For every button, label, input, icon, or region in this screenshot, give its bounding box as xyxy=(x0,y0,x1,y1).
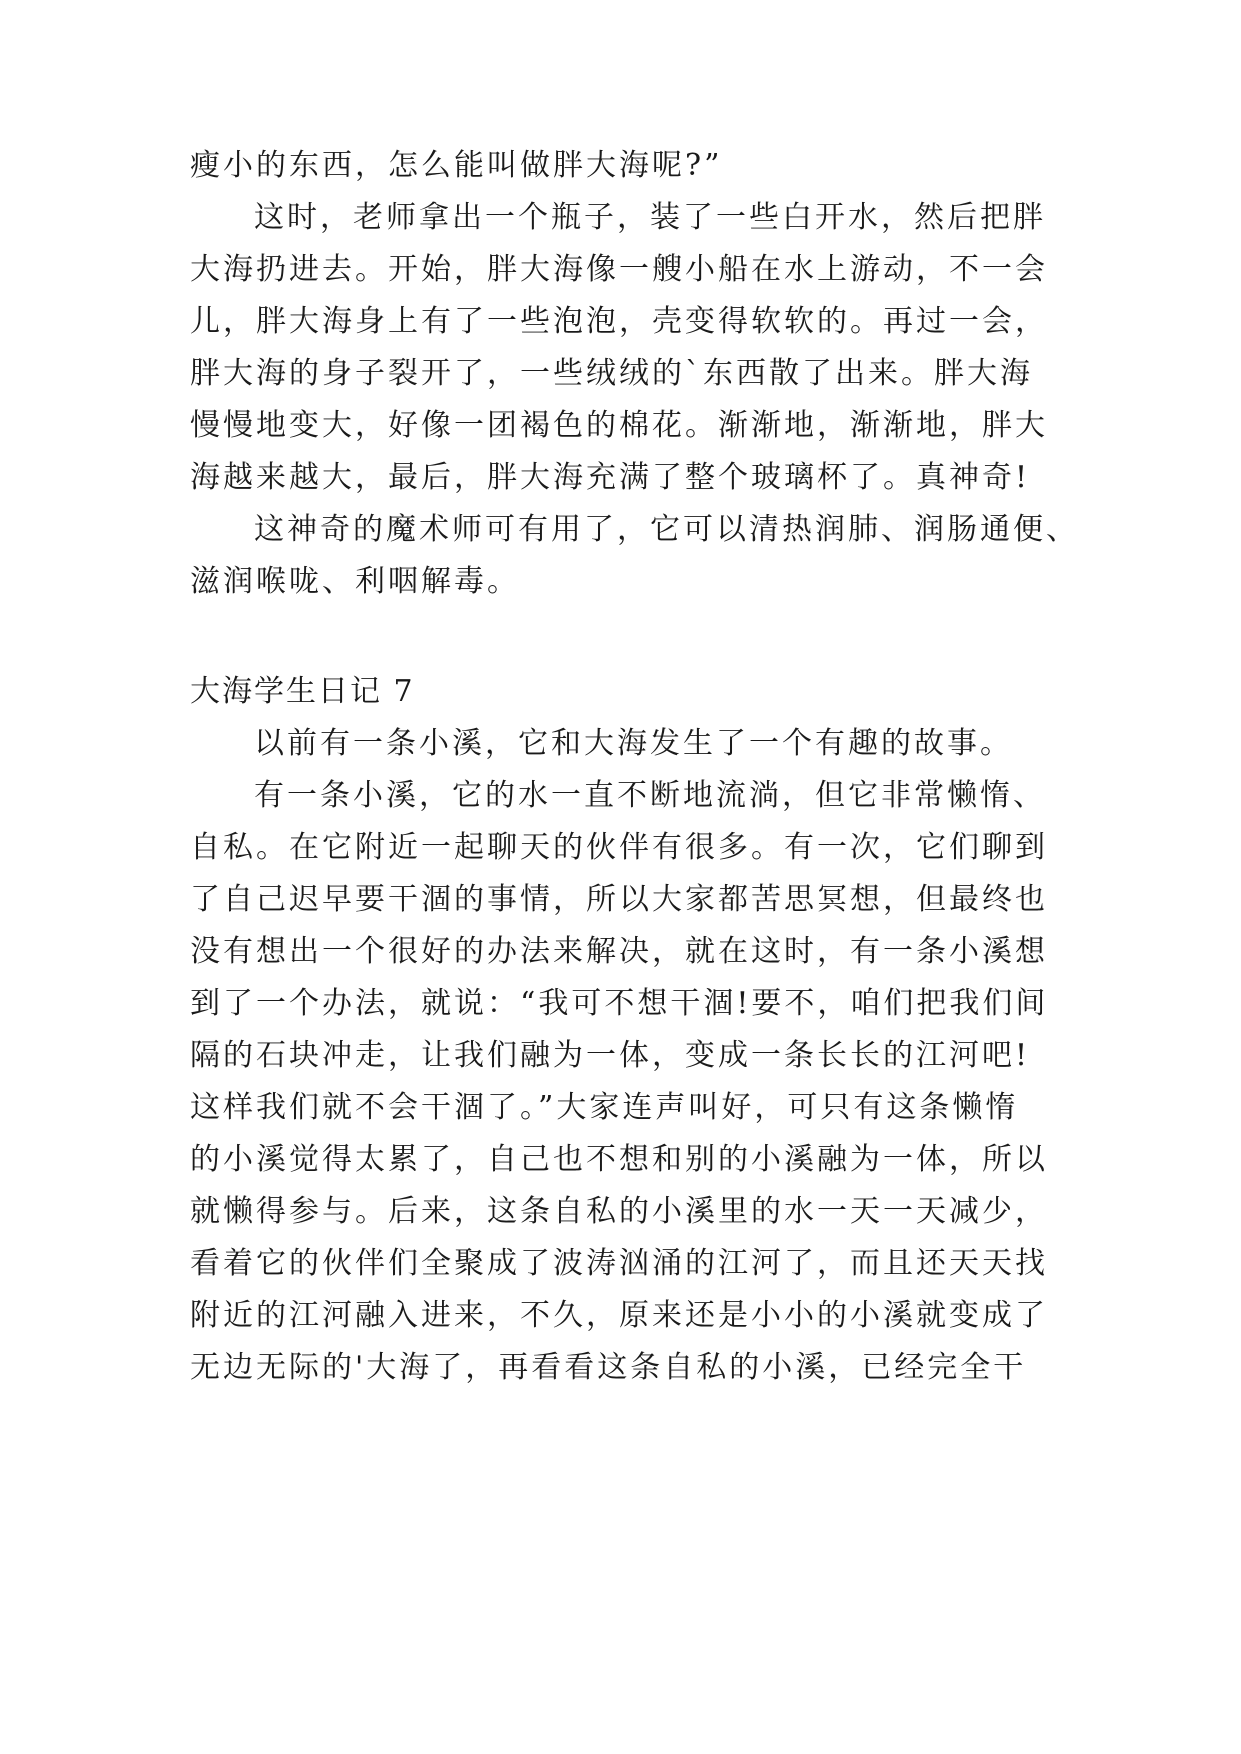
paragraph-line: 儿，胖大海身上有了一些泡泡，壳变得软软的。再过一会， xyxy=(190,304,1048,339)
paragraph-line: 隔的石块冲走，让我们融为一体，变成一条长长的江河吧! xyxy=(190,1038,1031,1073)
paragraph-line: 大海扔进去。开始，胖大海像一艘小船在水上游动，不一会 xyxy=(190,252,1048,287)
paragraph-line: 没有想出一个很好的办法来解决，就在这时，有一条小溪想 xyxy=(190,934,1048,969)
paragraph-line: 以前有一条小溪，它和大海发生了一个有趣的故事。 xyxy=(254,726,1013,761)
paragraph-line: 有一条小溪，它的水一直不断地流淌，但它非常懒惰、 xyxy=(254,778,1046,813)
paragraph-line: 海越来越大，最后，胖大海充满了整个玻璃杯了。真神奇! xyxy=(190,460,1031,495)
paragraph-line: 的小溪觉得太累了，自己也不想和别的小溪融为一体，所以 xyxy=(190,1142,1048,1177)
paragraph-line: 慢慢地变大，好像一团褐色的棉花。渐渐地，渐渐地，胖大 xyxy=(190,408,1048,443)
paragraph-line: 这神奇的魔术师可有用了，它可以清热润肺、润肠通便、 xyxy=(254,512,1079,547)
paragraph-line: 附近的江河融入进来，不久，原来还是小小的小溪就变成了 xyxy=(190,1298,1048,1333)
paragraph-line: 到了一个办法，就说：“我可不想干涸!要不，咱们把我们间 xyxy=(190,986,1049,1021)
paragraph-line: 了自己迟早要干涸的事情，所以大家都苦思冥想，但最终也 xyxy=(190,882,1048,917)
paragraph-line: 自私。在它附近一起聊天的伙伴有很多。有一次，它们聊到 xyxy=(190,830,1048,865)
paragraph-line: 这时，老师拿出一个瓶子，装了一些白开水，然后把胖 xyxy=(254,200,1046,235)
paragraph-line: 看着它的伙伴们全聚成了波涛汹涌的江河了，而且还天天找 xyxy=(190,1246,1048,1281)
section-title: 大海学生日记 7 xyxy=(190,674,415,709)
paragraph-line: 这样我们就不会干涸了。”大家连声叫好，可只有这条懒惰 xyxy=(190,1090,1019,1125)
paragraph-line: 滋润喉咙、利咽解毒。 xyxy=(190,564,520,599)
paragraph-line: 瘦小的东西，怎么能叫做胖大海呢?” xyxy=(190,148,723,183)
paragraph-line: 无边无际的'大海了，再看看这条自私的小溪，已经完全干 xyxy=(190,1350,1027,1385)
paragraph-line: 胖大海的身子裂开了，一些绒绒的`东西散了出来。胖大海 xyxy=(190,356,1033,391)
paragraph-line: 就懒得参与。后来，这条自私的小溪里的水一天一天减少， xyxy=(190,1194,1048,1229)
